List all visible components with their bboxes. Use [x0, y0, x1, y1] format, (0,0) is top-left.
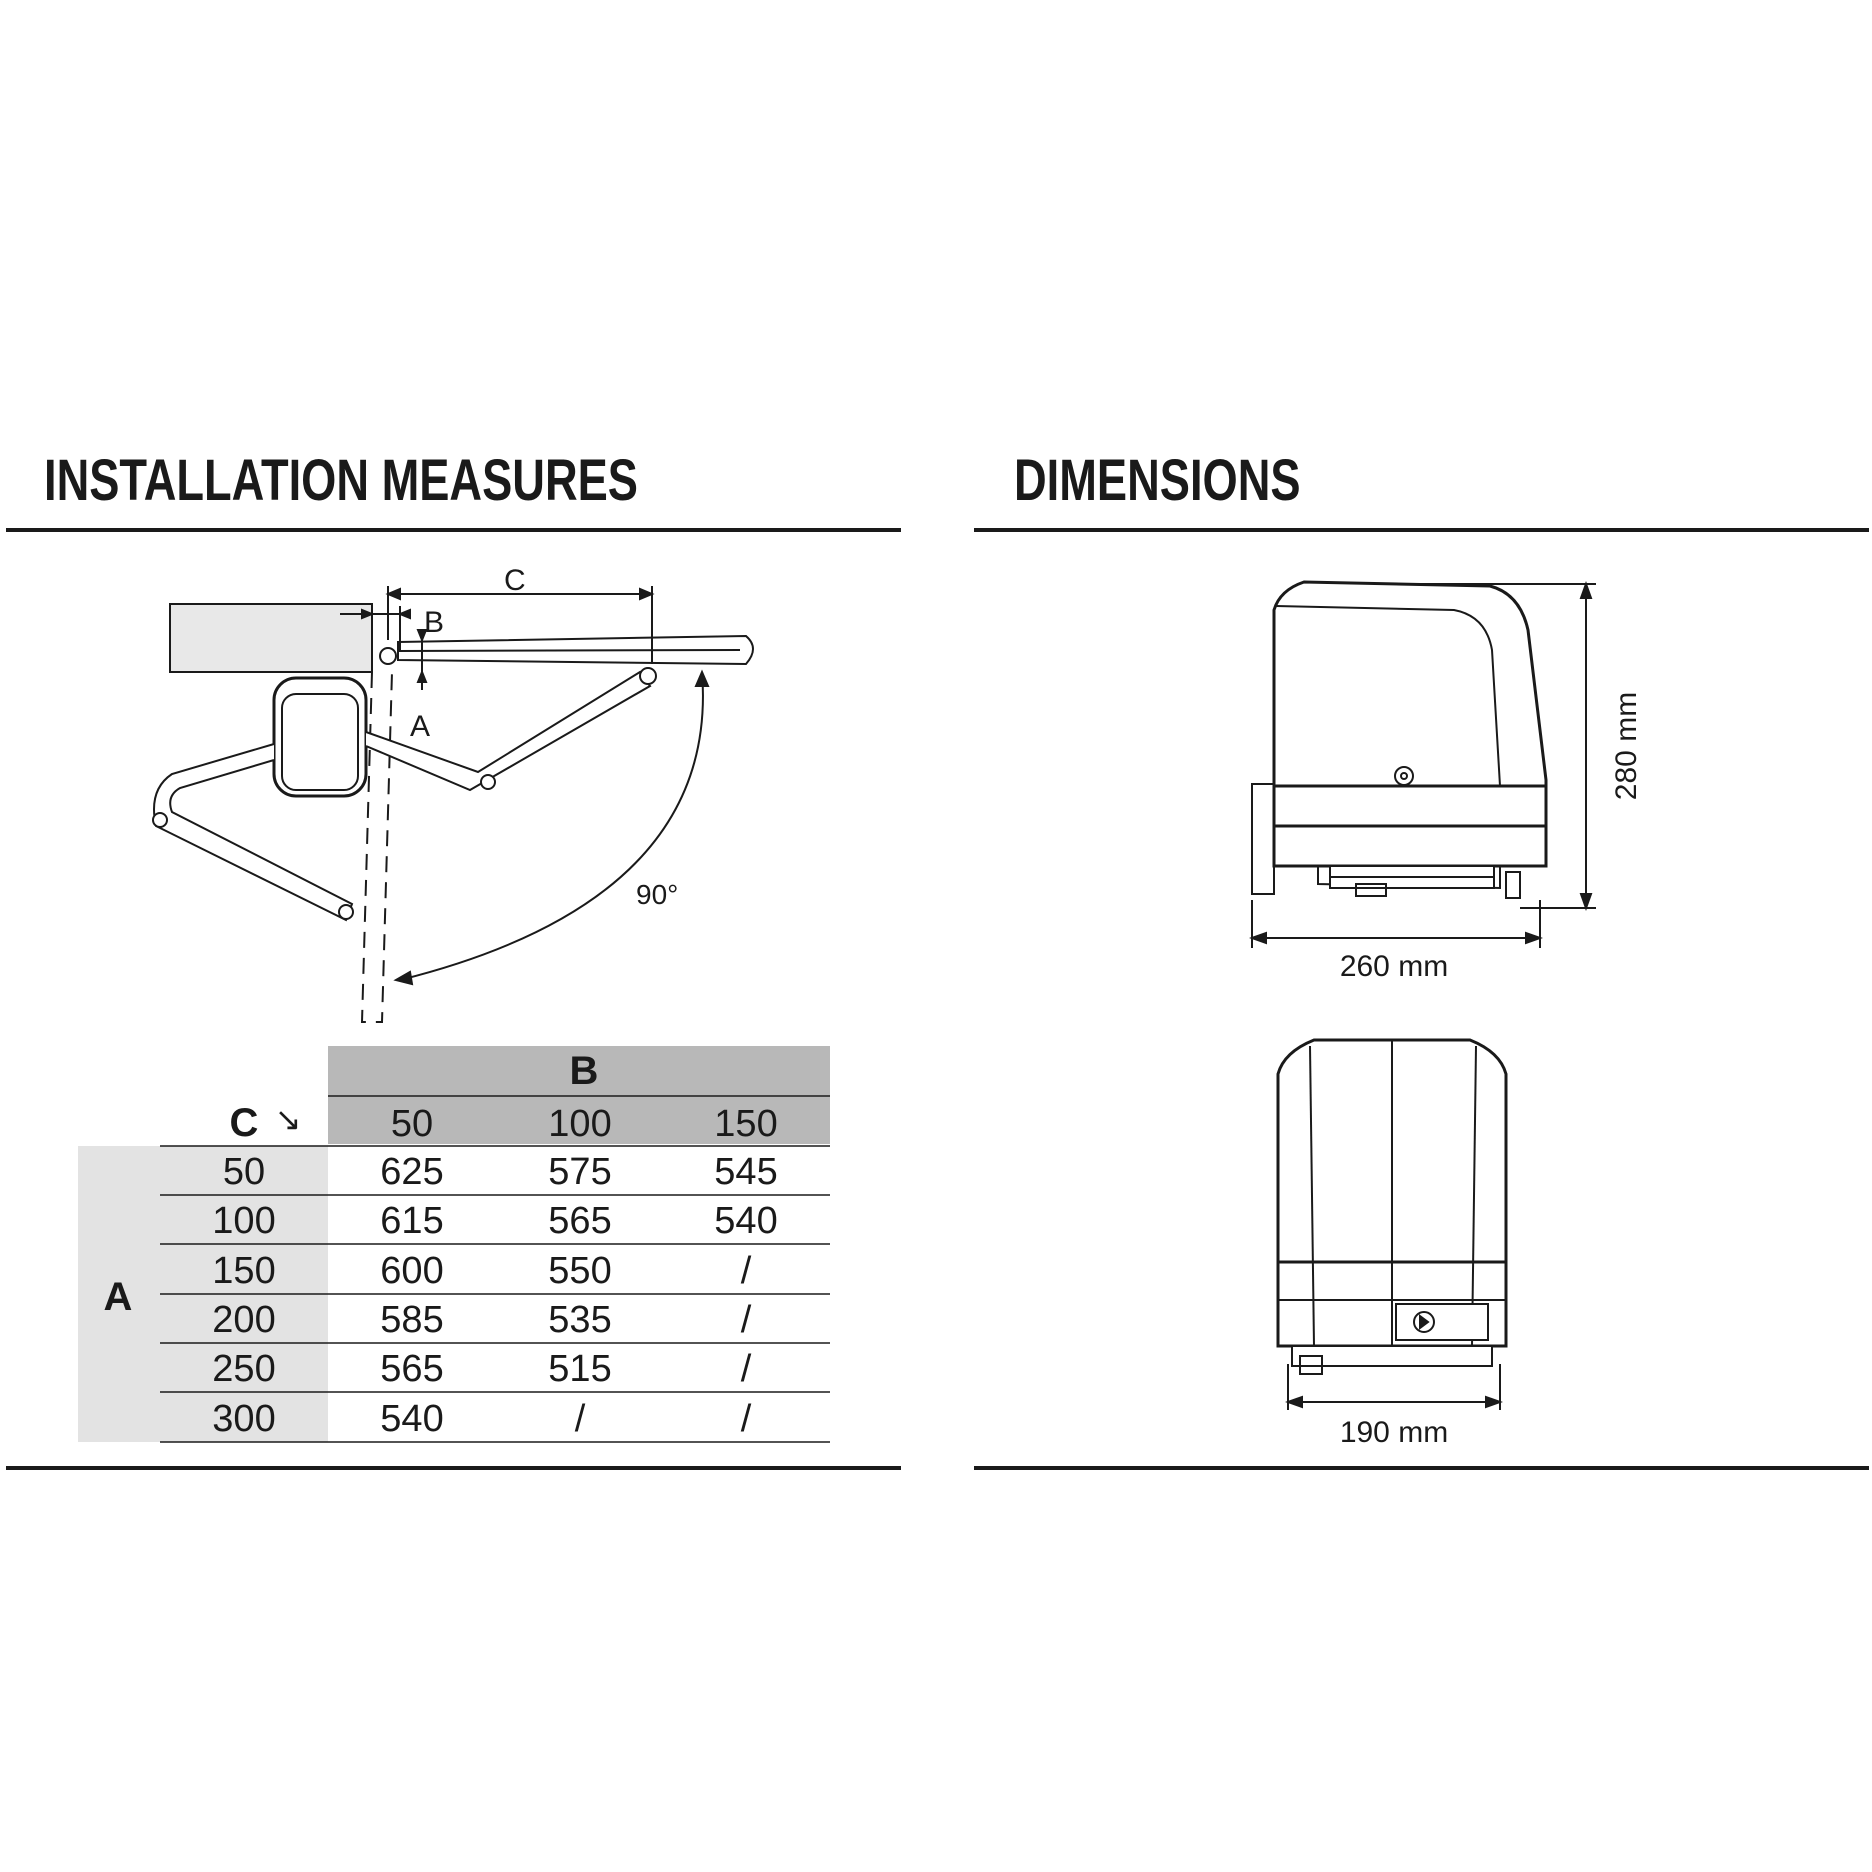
- b-col-0: 50: [390, 1103, 434, 1145]
- label-b: B: [424, 606, 445, 639]
- row-2-a: 150: [212, 1250, 276, 1292]
- b-col-1: 100: [548, 1103, 612, 1145]
- row-0-v1: 575: [548, 1151, 612, 1193]
- row-3-v0: 585: [380, 1299, 444, 1341]
- corner-arrow-icon: ↘: [274, 1101, 302, 1137]
- row-4-v1: 515: [548, 1348, 612, 1390]
- row-0-a: 50: [222, 1151, 266, 1193]
- row-3-v1: 535: [548, 1299, 612, 1341]
- b-header-label: B: [569, 1049, 599, 1093]
- row-5-a: 300: [212, 1398, 276, 1440]
- row-5-v2: /: [740, 1398, 752, 1440]
- row-1-v0: 615: [380, 1200, 444, 1242]
- motor-front-view: [1278, 1040, 1506, 1410]
- b-col-2: 150: [714, 1103, 778, 1145]
- row-2-v1: 550: [548, 1250, 612, 1292]
- dimensions-title: DIMENSIONS: [1014, 448, 1301, 513]
- row-2-v0: 600: [380, 1250, 444, 1292]
- motor-side-view: [1252, 582, 1596, 948]
- a-group-label: A: [103, 1275, 133, 1319]
- installation-measures-title: INSTALLATION MEASURES: [44, 448, 638, 513]
- c-corner-label: C: [229, 1101, 259, 1145]
- row-4-v2: /: [740, 1348, 752, 1390]
- row-2-v2: /: [740, 1250, 752, 1292]
- row-0-v2: 545: [714, 1151, 778, 1193]
- height-label: 280 mm: [1610, 691, 1643, 801]
- row-4-v0: 565: [380, 1348, 444, 1390]
- row-4-a: 250: [212, 1348, 276, 1390]
- row-3-v2: /: [740, 1299, 752, 1341]
- row-0-v0: 625: [380, 1151, 444, 1193]
- row-1-a: 100: [212, 1200, 276, 1242]
- row-5-v1: /: [574, 1398, 586, 1440]
- row-5-v0: 540: [380, 1398, 444, 1440]
- row-1-v1: 565: [548, 1200, 612, 1242]
- length-label: 260 mm: [1339, 950, 1449, 983]
- angle-label: 90°: [636, 879, 679, 910]
- width-label: 190 mm: [1339, 1416, 1449, 1449]
- row-3-a: 200: [212, 1299, 276, 1341]
- label-c: C: [504, 564, 526, 597]
- row-1-v2: 540: [714, 1200, 778, 1242]
- label-a: A: [410, 710, 431, 743]
